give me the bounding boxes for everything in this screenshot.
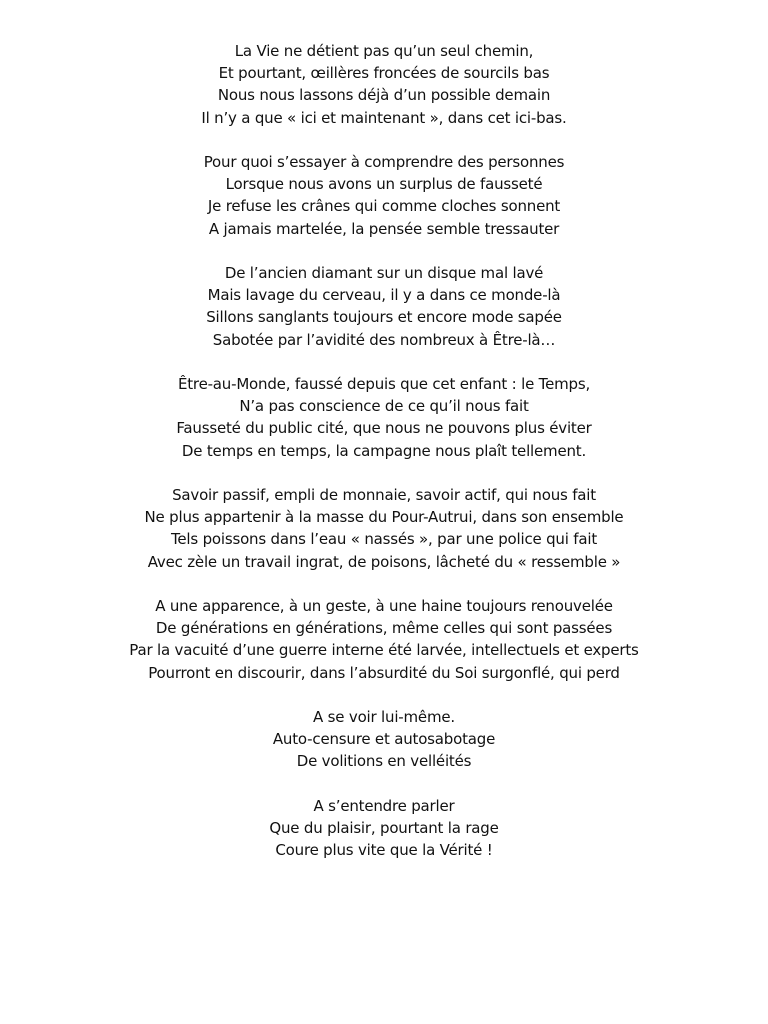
poem-line: De générations en générations, même celles qui sont passées	[155, 619, 613, 638]
poem-line: De temps en temps, la campagne nous plaît tellement.	[181, 441, 587, 460]
poem-line: N’a pas conscience de ce qu’il nous fait	[239, 397, 529, 416]
stanza-5	[0, 484, 768, 573]
poem-line: De l’ancien diamant sur un disque mal lavé	[224, 264, 544, 282]
poem-line: Il n’y a que « ici et maintenant », dans cet ici-bas.	[201, 108, 567, 127]
poem-line: Et pourtant, œillères froncées de sourcils bas	[218, 64, 550, 83]
poem-line: Ne plus appartenir à la masse du Pour-Autrui, dans son ensemble	[144, 508, 624, 527]
stanza-6	[0, 595, 768, 684]
poem-line: Sabotée par l’avidité des nombreux à Être-là…	[212, 330, 556, 349]
poem-line: Sillons sanglants toujours et encore mode sapée	[206, 308, 562, 327]
poem	[0, 40, 768, 884]
poem-line: Être-au-Monde, faussé depuis que cet enfant : le Temps,	[177, 375, 591, 393]
poem-line: Lorsque nous avons un surplus de fausseté	[225, 175, 543, 194]
poem-line: Je refuse les crânes qui comme cloches sonnent	[207, 197, 561, 216]
poem-line: A jamais martelée, la pensée semble tressauter	[208, 219, 560, 238]
stanza-8	[0, 795, 768, 862]
poem-line: A s’entendre parler	[313, 796, 455, 815]
stanza-4	[0, 373, 768, 462]
poem-line: Pourront en discourir, dans l’absurdité du Soi surgonflé, qui perd	[148, 663, 620, 682]
poem-line: Que du plaisir, pourtant la rage	[269, 819, 499, 837]
poem-line: Tels poissons dans l’eau « nassés », par une police qui fait	[170, 530, 597, 549]
stanza-1	[0, 40, 768, 129]
poem-line: De volitions en velléités	[296, 752, 472, 771]
stanza-2	[0, 151, 768, 240]
poem-line: A une apparence, à un geste, à une haine toujours renouvelée	[155, 597, 613, 615]
poem-line: Pour quoi s’essayer à comprendre des personnes	[203, 153, 565, 171]
poem-line: A se voir lui-même.	[313, 708, 455, 726]
poem-line: Avec zèle un travail ingrat, de poisons, lâcheté du « ressemble »	[147, 552, 621, 571]
stanza-3	[0, 262, 768, 351]
poem-line: Auto-censure et autosabotage	[272, 730, 496, 749]
stanza-7	[0, 706, 768, 773]
poem-line: Mais lavage du cerveau, il y a dans ce monde-là	[207, 286, 561, 305]
poem-line: La Vie ne détient pas qu’un seul chemin,	[234, 42, 534, 60]
poem-line: Fausseté du public cité, que nous ne pouvons plus éviter	[176, 419, 592, 438]
poem-line: Coure plus vite que la Vérité !	[275, 841, 493, 860]
poem-line: Nous nous lassons déjà d’un possible demain	[217, 86, 551, 105]
poem-line: Savoir passif, empli de monnaie, savoir actif, qui nous fait	[172, 486, 596, 504]
poem-line: Par la vacuité d’une guerre interne été larvée, intellectuels et experts	[129, 641, 639, 660]
